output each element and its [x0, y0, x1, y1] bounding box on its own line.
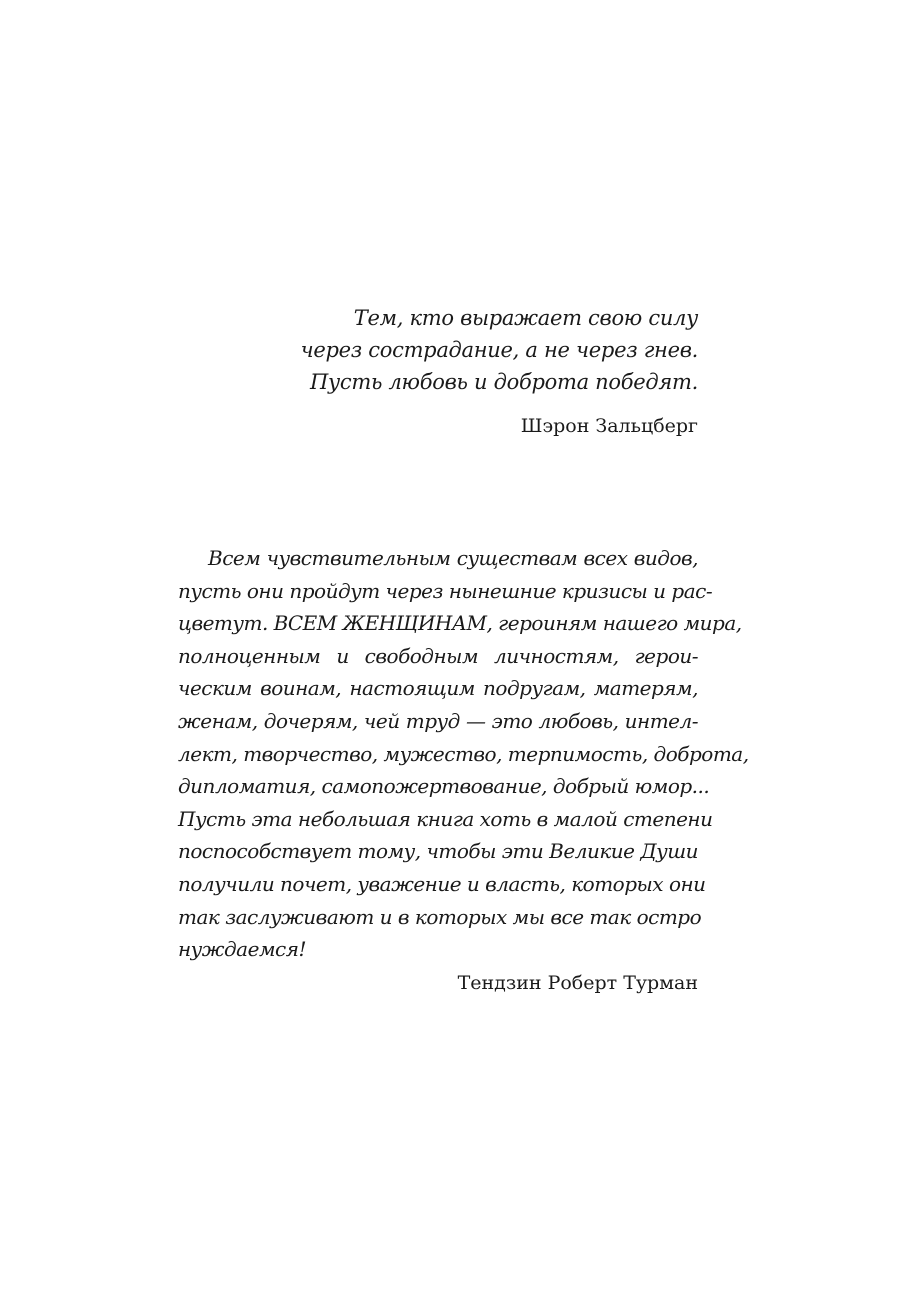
dedication-line: пусть они пройдут через нынешние кризисы и рас-	[178, 578, 713, 603]
dedication-author: Тендзин Роберт Турман	[457, 971, 698, 994]
epigraph-line: Тем, кто выражает свою силу	[353, 306, 698, 330]
dedication-line: цветут. ВСЕМ ЖЕНЩИНАМ, героиням нашего мира,	[178, 611, 742, 636]
epigraph-author: Шэрон Зальцберг	[520, 415, 698, 437]
dedication-line: нуждаемся!	[178, 937, 307, 962]
dedication-line: Всем чувствительным существам всех видов,	[208, 546, 698, 570]
dedication	[178, 542, 749, 996]
epigraph	[178, 302, 698, 438]
dedication-line: получили почет, уважение и власть, которых они	[178, 871, 706, 896]
dedication-line: ческим воинам, настоящим подругам, матерям,	[178, 676, 698, 701]
epigraph-line: через сострадание, а не через гнев.	[300, 338, 698, 362]
dedication-line: женам, дочерям, чей труд — это любовь, интел-	[178, 708, 698, 733]
dedication-line: дипломатия, самопожертвование, добрый юмор...	[178, 774, 710, 799]
dedication-line: поспособствует тому, чтобы эти Великие Души	[178, 839, 699, 864]
dedication-line: Пусть эта небольшая книга хоть в малой степени	[178, 806, 713, 831]
epigraph-line: Пусть любовь и доброта победят.	[309, 370, 698, 394]
dedication-line: так заслуживают и в которых мы все так остро	[178, 904, 702, 929]
dedication-line: полноценным и свободным личностям, герои-	[178, 643, 698, 668]
dedication-line: лект, творчество, мужество, терпимость, доброта,	[178, 741, 749, 766]
